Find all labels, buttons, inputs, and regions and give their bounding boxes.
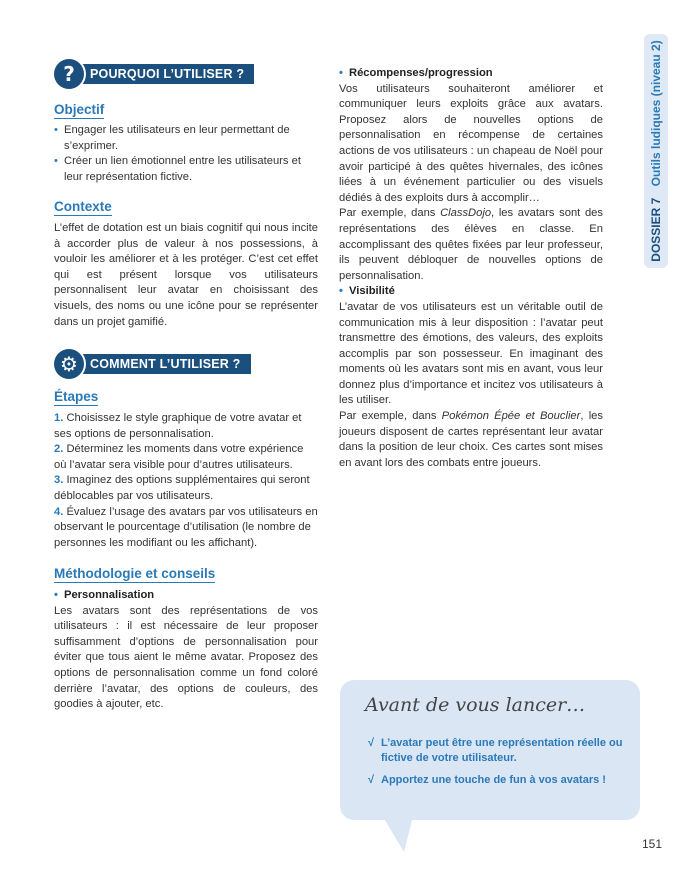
callout-item: √ L’avatar peut être une représentation réelle ou fictive de votre utilisateur.: [368, 737, 623, 764]
perso-block: [54, 588, 318, 713]
check-icon: √: [368, 737, 375, 749]
comment-banner-label: COMMENT L’UTILISER ?: [72, 354, 251, 374]
contexte-text: L’effet de dotation est un biais cognitif qui nous incite à accorder plus de valeur à nos possessions, à vouloir les améliorer et à les protéger. C’est cet effet qui est présent lorsque vos utilisateurs personnalisent leur avatar en choisissant des visuels, des noms ou une icône pour se représenter dans un projet gamifié.: [54, 222, 318, 328]
recomp-example: Par exemple, dans ClassDojo, les avatars sont des représentations des élèves en classe. En accomplissant des quêtes fixées par leur professeur, ils peuvent débloquer de nouvelles options de personnalisation.: [339, 207, 603, 282]
callout-tail: [380, 812, 414, 852]
pourquoi-banner-label: POURQUOI L’UTILISER ?: [72, 64, 254, 84]
comment-banner: [54, 352, 251, 376]
dossier-title: Outils ludiques (niveau 2): [649, 40, 663, 187]
objectif-list: [54, 123, 318, 185]
methodo-heading: Méthodologie et conseils: [54, 566, 216, 581]
visib-example: Par exemple, dans Pokémon Épée et Bouclier, les joueurs disposent de cartes représentant leur avatar dans la position de leur choix. Ces cartes sont mises en avant lors des combats entre joueurs.: [339, 410, 603, 469]
steps-list: [54, 411, 318, 551]
perso-heading: • Personnalisation: [54, 588, 318, 604]
visib-heading: • Visibilité: [339, 284, 603, 300]
check-icon: √: [368, 774, 375, 786]
objectif-item: • Engager les utilisateurs en leur permettant de s’exprimer.: [54, 123, 318, 154]
contexte-heading: Contexte: [54, 199, 112, 214]
callout-title: Avant de vous lancer…: [365, 694, 586, 716]
page-number: 151: [642, 837, 663, 851]
step-item: 4. Évaluez l’usage des avatars par vos utilisateurs en observant le pourcentage d’utilisation (le nombre de personnes les modifiant ou les affichant).: [54, 505, 318, 549]
dossier-label: DOSSIER 7: [649, 197, 663, 262]
question-icon: ?: [54, 59, 84, 89]
step-item: 1. Choisissez le style graphique de votre avatar et ses options de personnalisation.: [54, 412, 302, 440]
callout-item: √ Apportez une touche de fun à vos avatars !: [368, 774, 606, 786]
side-tab-label: [644, 34, 668, 268]
pourquoi-banner: [54, 62, 254, 86]
step-item: 3. Imaginez des options supplémentaires qui seront déblocables par vos utilisateurs.: [54, 474, 310, 502]
etapes-heading: Étapes: [54, 389, 99, 404]
objectif-heading: Objectif: [54, 102, 105, 117]
objectif-item: • Créer un lien émotionnel entre les utilisateurs et leur représentation fictive.: [54, 154, 318, 185]
visib-text: L’avatar de vos utilisateurs est un véritable outil de communication mis à leur disposition : l’avatar peut transmettre des émotions, des valeurs, des exploits accomplis par son possesseur. En imaginant des moments où les avatars sont mis en avant, vous leur donnez plus d’importance et incitez vos utilisateurs à les utiliser.: [339, 300, 603, 407]
recomp-text: Vos utilisateurs souhaiteront améliorer et communiquer leurs exploits grâce aux avatars. Proposez alors de nouvelles options de personnalisation en récompense de certaines actions de vos utilisateurs : un chapeau de Noël pour avoir participé à des quêtes hivernales, des icônes liées à un événement particulier ou des visuels dédiés à des exploits durs à accomplir…: [339, 82, 603, 204]
gear-icon: ⚙: [54, 349, 84, 379]
recomp-heading: • Récompenses/progression: [339, 66, 603, 82]
perso-text: Les avatars sont des représentations de vos utilisateurs : il est nécessaire de leur proposer suffisamment d’options de personnalisation pour éviter que tous aient le même avatar. Proposez des options de personnalisation comme un fond coloré derrière l’avatar, des options de couleurs, des goodies à ajouter, etc.: [54, 604, 318, 711]
recomp-block: [339, 66, 603, 471]
step-item: 2. Déterminez les moments dans votre expérience où l’avatar sera visible pour d’autres utilisateurs.: [54, 443, 304, 471]
